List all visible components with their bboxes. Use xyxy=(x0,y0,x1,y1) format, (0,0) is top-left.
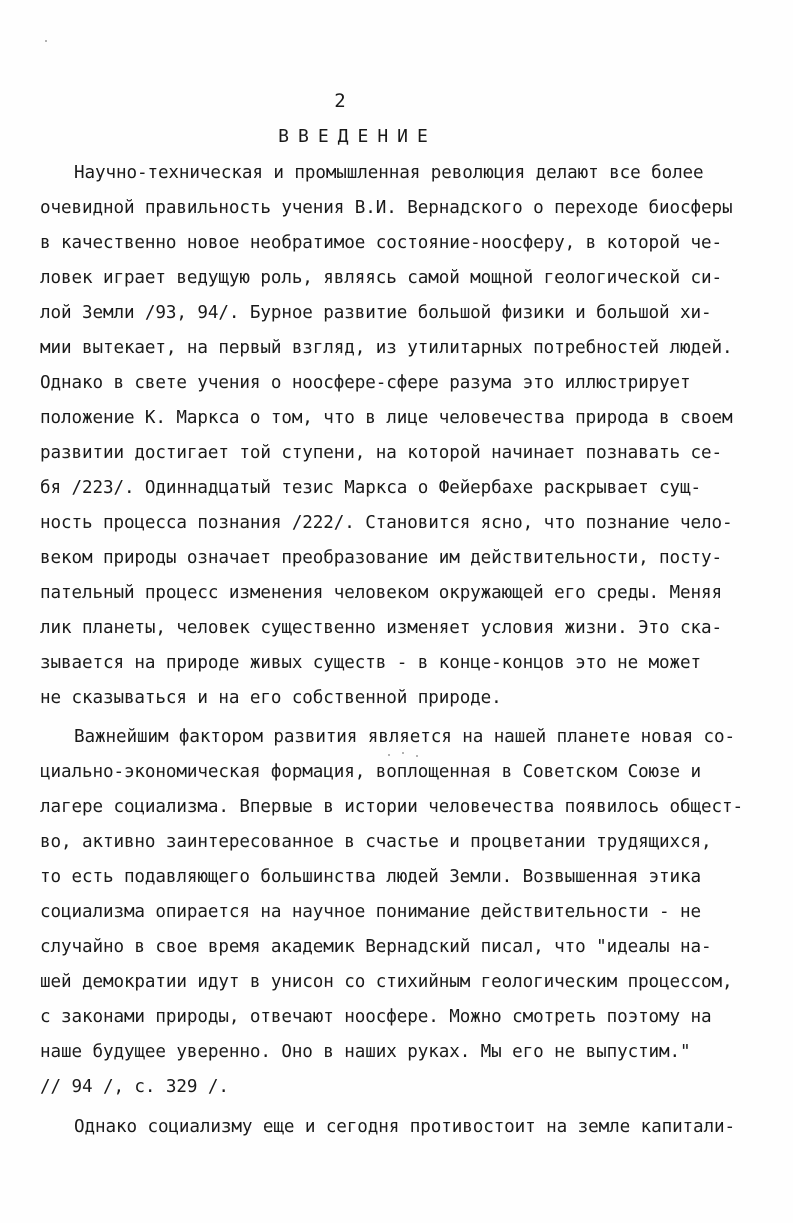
section-heading: ВВЕДЕНИЕ xyxy=(278,126,437,147)
text-line: веком природы означает преобразование им действительности, посту- xyxy=(40,548,723,568)
text-line: зывается на природе живых существ - в конце-концов это не может xyxy=(40,653,702,673)
text-line: Научно-техническая и промышленная революция делают все более xyxy=(74,163,704,183)
text-line: с законами природы, отвечают ноосфере. Можно смотреть поэтому на xyxy=(40,1007,712,1027)
text-line: ность процесса познания /222/. Становится ясно, что познание чело- xyxy=(40,513,733,533)
text-line: случайно в свое время академик Вернадский писал, что "идеалы на- xyxy=(40,937,712,957)
text-line: ловек играет ведущую роль, являясь самой мощной геологической си- xyxy=(40,268,723,288)
text-line: в качественно новое необратимое состояние-ноосферу, в которой че- xyxy=(40,233,723,253)
page-number: 2 xyxy=(334,90,346,112)
text-line: очевидной правильность учения В.И. Вернадского о переходе биосферы xyxy=(40,198,733,218)
text-line: шей демократии идут в унисон со стихийным геологическим процессом, xyxy=(40,972,733,992)
text-line: лик планеты, человек существенно изменяет условия жизни. Это ска- xyxy=(40,618,723,638)
text-line: во, активно заинтересованное в счастье и процветании трудящихся, xyxy=(40,832,712,852)
speck xyxy=(45,40,47,42)
speck xyxy=(416,755,418,757)
text-line: Однако социализму еще и сегодня противостоит на земле капитали- xyxy=(74,1117,736,1137)
text-line: социализма опирается на научное понимание действительности - не xyxy=(40,902,702,922)
text-line: наше будущее уверенно. Оно в наших руках. Мы его не выпустим." xyxy=(40,1042,691,1062)
text-line: развитии достигает той ступени, на которой начинает познавать се- xyxy=(40,443,723,463)
text-line: Важнейшим фактором развития является на нашей планете новая со- xyxy=(74,727,736,747)
text-line: положение К. Маркса о том, что в лице человечества природа в своем xyxy=(40,408,733,428)
speck xyxy=(388,754,390,756)
text-line: лой Земли /93, 94/. Бурное развитие большой физики и большой хи- xyxy=(40,303,712,323)
text-line: циально-экономическая формация, воплощенная в Советском Союзе и xyxy=(40,762,702,782)
text-line: пательный процесс изменения человеком окружающей его среды. Меняя xyxy=(40,583,723,603)
text-line: лагере социализма. Впервые в истории человечества появилось общест- xyxy=(40,797,743,817)
text-line: // 94 /, с. 329 /. xyxy=(40,1077,229,1097)
text-line: не сказываться и на его собственной природе. xyxy=(40,688,502,708)
text-line: мии вытекает, на первый взгляд, из утилитарных потребностей людей. xyxy=(40,338,733,358)
text-line: Однако в свете учения о ноосфере-сфере разума это иллюстрирует xyxy=(40,373,691,393)
text-line: то есть подавляющего большинства людей Земли. Возвышенная этика xyxy=(40,867,702,887)
speck xyxy=(402,752,404,754)
text-line: бя /223/. Одиннадцатый тезис Маркса о Фейербахе раскрывает сущ- xyxy=(40,478,702,498)
